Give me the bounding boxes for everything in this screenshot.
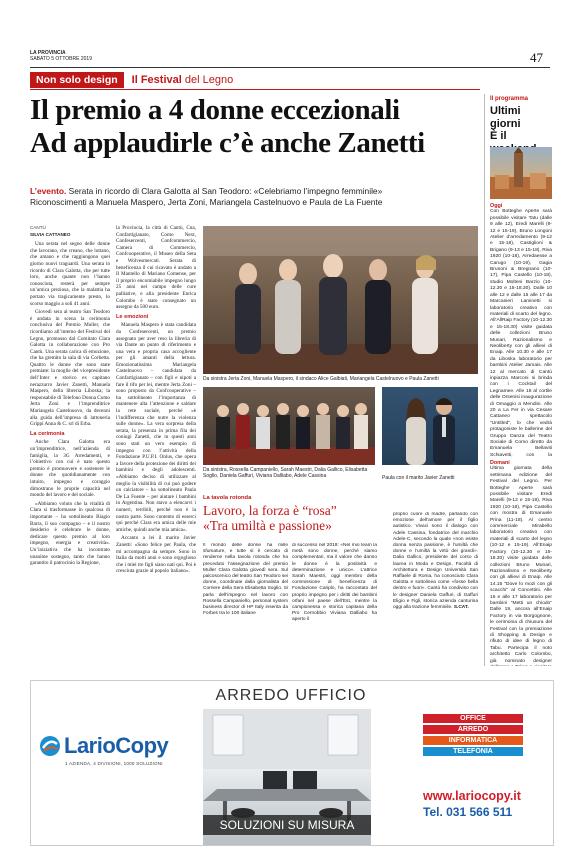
kicker-section — [132, 74, 234, 86]
standfirst — [30, 186, 480, 208]
byline-place: CANTÙ — [30, 225, 46, 230]
group-photo — [203, 387, 375, 465]
lariocopy-logo[interactable] — [39, 733, 168, 759]
group-photo-caption: Da sinistra, Rossella Campaniello, Sarah Maestri, Dalia Gallico, Elisabetta Soglio, Daniela Gaffuri, Viviana Dalliabo, Adele Cassina — [203, 467, 368, 479]
paragraph: Accanto a lei il marito Javier Zanetti: «Sono felice per Paula, che mi accompagna da sempre. Sono in Italia da molti anni e sono orgoglioso che i miei tre figli siano nati qui. Poi è cresciuta grazie al popolo italiano». — [116, 535, 196, 575]
division-telefonia: TELEFONIA — [423, 747, 523, 756]
ad-divisions — [423, 714, 523, 756]
article-column-2 — [116, 225, 196, 665]
paper-name: LA PROVINCIA — [30, 50, 66, 56]
second-story-title — [203, 503, 393, 533]
division-office: OFFICE — [423, 714, 523, 723]
couple-photo-caption: Paula con il marito Javier Zanetti — [382, 475, 455, 481]
ad-slogan: SOLUZIONI SU MISURA — [203, 815, 371, 835]
paragraph: Manuela Maspero è stata candidata da Confesercenti, un premio assegnato per aver reso la libreria di via Dante un punto di riferimento e una vera e propria casa accogliente per gli amanti della lettura. Emozionatissima Mariangela Castelnuovo – candidata da Confartigianato – con figli e nipoti a fare il tifo per lei, mentre Jerta Zoni – sono proposto da Confcooperative – ha sottolineato l’importanza di mantenere alta l’attenzione e saldare la rete sociale, perché «è l’indifferenza che nutre la violenza sulle donne». La vera sorpresa della serata, la presenza in prima fila dei coniugi Zanetti, che in questi anni sono stati un vero esempio di impegno con l’attività della Fondazione P.U.P.I. Onlus, che opera a favore della protezione dei diritti dei bambini e degli adolescenti. «Abbiamo deciso di utilizzare al meglio la visibilità di cui può godere un calciatore – ha sottolineato Paula De La Fuente – per aiutare i bambini in Argentina. Non stavo a elencarvi i numeri, terribili, perché non è la nostra parte. Sono contento di esserci qui perché Clara era amica delle mie amiche, quindi anche mia amica». — [116, 322, 196, 533]
sidebar-today-label: Oggi — [490, 203, 503, 209]
lariocopy-ad[interactable] — [30, 680, 554, 846]
paragraph: Anche Clara Galotta era un’imprenditrice, nell’azienda di famiglia, la 3G Arredamenti, e l’obiettivo con cui è nato questo premio è promuovere e sostenere le donne che quotidianamente con intuito, impegno e coraggio dimostrano le proprie capacità nel mondo del lavoro e del sociale. — [30, 439, 110, 499]
sidebar-title-1: Ultimi giorni — [490, 105, 521, 130]
logo-text: LarioCopy — [64, 733, 169, 758]
ad-title: ARREDO UFFICIO — [215, 687, 367, 704]
paragraph: la Provincia, la città di Cantù, Cna, Confartigianato, Como Next, Confesercenti, Confcommercio, Camera di Commercio, Confcooperative, il Museo della Seta e Wolvesmercati. Serata di beneficenza il cui ricavato è andato a Il Mantello di Mariano Comense, per il proprio encomiabile impegno lungo 25 anni nel campo delle cure palliative, e alla presidente Enrica Colombo è stato consegnato un assegno da 500 euro. — [116, 225, 196, 311]
standfirst-text-1: Serata in ricordo di Clara Galotta al San Teodoro: «Celebriamo l’impegno femminile» — [68, 186, 383, 196]
sidebar-title-2: È il — [490, 130, 507, 142]
second-story-column-3 — [393, 512, 478, 666]
issue-date: SABATO 5 OTTOBRE 2019 — [30, 56, 92, 62]
page-number: 47 — [530, 50, 543, 65]
standfirst-label: L’evento. — [30, 186, 67, 196]
paragraph: «Abbiamo voluto che la vitalità di Clara si trasformasse in qualcosa di importante – ha sottolineato Biagio Barra, il suo compagno – e il nostro desiderio è celebrare le donne, dedicare questo premio al loro impegno, energia e creatività». Un’iniziativa che ha incontrato unanime sostegno, tanto che hanno garantito il patrocinio la Regione, — [30, 500, 110, 567]
couple-photo — [382, 387, 478, 465]
sidebar-divider — [484, 94, 485, 666]
division-arredo: ARREDO — [423, 725, 523, 734]
ad-phone[interactable]: Tel. 031 566 511 — [423, 805, 513, 819]
headline — [30, 94, 480, 160]
section-label: La cerimonia — [30, 430, 65, 437]
award-winners-photo — [203, 226, 478, 374]
sidebar-tomorrow-label: Domani — [490, 460, 510, 466]
kicker-bar — [30, 72, 233, 88]
masthead — [30, 50, 92, 62]
kicker-rule — [30, 89, 480, 90]
sidebar-tomorrow — [490, 460, 552, 666]
second-story-sign: S.CAT. — [453, 605, 469, 611]
section-label: Le emozioni — [116, 313, 149, 320]
lariocopy-swoosh-icon — [39, 735, 61, 757]
kicker-section-strong: Il Festival — [131, 74, 182, 86]
division-informatica: INFORMATICA — [423, 736, 523, 745]
second-story-column-1: Il mondo delle donne ha mille sfumature, e tutte si è cercato di renderne nella tavola rotonda che ha preceduto l’assegnazione del premio Muller Clara Galotta giovedì sera. Sul palcoscenico del teatro San Teodoro sei donne, coordinate dalla giornalista del Corriere della Sera Elisabetta Soglio. Si parla dell’impegno nel lavoro con Rossella Campaniello, personal system business director di HP Italy inserita da Forbes tra le 100 italiane — [203, 543, 288, 617]
article-column-1 — [30, 225, 110, 665]
zanetti-couple-photo — [382, 387, 478, 465]
sidebar-today-text: Con Botteghe Aperte sarà possibile visitare Tatu (dalle 9 alle 12), Eredi Marelli (9-12 e 15-19), Bruno Longoni Atelier d’arredamento (9-12 e 15-18), Castiglioni & Brigano (9-13 e 15-18), Riva 1920 (10-18), Arredaesse a Carugo (10-19), Gagia Brunoni & Bregnano (10-17), Pipa Castello (10-18), studio Molteni Barzio (10-12.30 e 15-18.30). Dalle 10 alle 12 e dalle 15 alle 17 da Marcanieri Laminetti si laboratorio creativo con materiali di scarto del legno. All’AllRaip Factory (10-12.30 e 15-18.30) visite guidata delle collezioni Bruno Munari, Razionalismo e Neoliberty con gli allievi di Enaip. Alle 10.30 e alle 17 da Liboska laboratorio per bambini Atelier Jamais. Alle 12 al mercato di Cantù inpiazza Marconi si brinda con i Cocktail del Legnamee. Alle 18 al cortile delle Orsenisi inaugurazione di Omaggio a Mendini. Alle 20 a La Fer in via Cesare Cattaneo spettacolo "Untitled", lo che vedrà protagoniste le ballerine del Gruppo Danza del Teatro Sociale di Como diretto da Emanuela Bellaviti Schiavetti, con la — [490, 209, 552, 458]
second-story-title-1: Lavoro, la forza è “rosa” — [203, 503, 337, 518]
sidebar-photo — [490, 147, 552, 199]
header-rule — [30, 67, 550, 68]
sidebar-today — [490, 203, 552, 458]
main-photo-caption: Da sinistra Jerta Zoni, Manuela Maspero, il sindaco Alice Galbiati, Mariangela Castelnuovo e Paula Zanetti — [203, 376, 439, 382]
byline-author: SILVIA CATTANEO — [30, 231, 71, 237]
paragraph: Giovedì sera al teatro San Teodoro è andata in scena la cerimonia conclusiva del Premio Muller, che ricordiamo all’interno del Festival del Legno, promosso dal Comitato Clara Galotta in collaborazione con Pro Cantù. Una serata carica di emozione, che ha gremito la sala di via Corbetta. Quattro le donne che sono state premiate: la moglie del vicepresidente dell’Inter e storico ex capitano nerazzurro Javier Zanetti, Manuela Maspero, della libreria Liboska; la responsabile di Telefono Donna Como Jerta Zoni e l’imprenditrice Mariangela Castelnuovo, da decenni alla guida dell’impresa di lattoneria Grippi Anna & C. srl di Erba. — [30, 309, 110, 428]
sidebar-tomorrow-text: Ultima giornata della settimana edizione del Festival del Legno. Per Botteghe Aperte sarà possibile visitare Eredi Marelli (9-12 e 15-19), Riva 1920 (10-18), Pipa Castello con mostra di Emanuele Prina (11-18). Al centro commerciale Mirabello laboratorio creativo con materiali di scarto del legno (10-12 e 15-19). All’Enaip Factory (10-12.30 e 15-18.30) visite guidata delle collezioni Bruno Munari, Razionalismo e Neoliberty con gli allievi di Enaip. Alle 14.15 "Dove lo mozi con gli scacchi" al Concettini. Alle 15 e alle 17 laboratorio per bambini "Metti un chiodo" Dalle 19, ancora all’Enaip Factory in via Borgognone, le cerimonia di chiusura del Festival con la premiazione di Shopping & Design e rifiuto di idee di legno di Tabu. Partecipa il noto architetto Carlo Colombo, già nominato designer — [490, 466, 552, 664]
kicker-section-rest: del Legno — [184, 74, 234, 86]
logo-subtitle: 1 AZIENDA, 4 DIVISIONI, 1000 SOLUZIONI — [65, 761, 163, 766]
paragraph: Una serata nel segno delle donne che lavorano, che creano, che lottano, che amano e che raggiungono quei giorno nuovi traguardi. Una serata in ricordo di Clara Galotta, che per tutte loro, anche quante non l’hanno conosciuta, resterà per sempre un’amica preziosa, che la malattia ha portato via tragicamente presto, lo scorso maggio a soli 41 anni. — [30, 241, 110, 307]
ad-website[interactable]: www.lariocopy.it — [423, 789, 521, 803]
sidebar-kicker: Il programma — [490, 96, 529, 102]
kicker-tag: Non solo design — [30, 72, 124, 88]
second-story-title-2: «Tra umiltà e passione» — [203, 518, 332, 533]
panel-group-photo — [203, 387, 375, 465]
town-view-photo — [490, 147, 552, 199]
second-story-section: La tavola rotonda — [203, 495, 252, 501]
headline-line-1: Il premio a 4 donne eccezionali — [30, 94, 400, 126]
headline-line-2: Ad applaudirle c’è anche Zanetti — [30, 127, 425, 159]
second-story-col3-text: proprio cuore di madre, parlando con emozione dell’amore per il figlio autistico. Vivaci sono il dialogo con Adele Cassina, fondatrice del marchio Adele-C, secondo la quale «non esiste donna senza passione, è l’umiltà che donne e l’umiltà la virtù dei grandi». Dalia Gallico, presidente del corso di laurea in Moda e Design, Facoltà di Architettura e Design Università San Raffaele di Roma, ha conosciuto Clara Galotta e sottolinea come «fosse bella dentro e fuori». Cantù ha condiviso con le designer Daniela Gaffuri, di Gaffuri Eligio e Figli, storica azienda canturina oggi alla trazione femminile. — [393, 512, 478, 611]
second-story-column-2: di successo nel 2019: «Nel mio team la metà sono donne, perché siamo complementari, ma il valore che danno le donne è la positività e determinazione e unico». L’attrice Sarah Maestri, oggi membro della commissione di beneficenza di Fondazione Cariplo, ha raccontato del proprio impegno per i diritti dei bambini orfani nel paese dell’Est, mentre la campionessa e storica capitana della Pro Cernobbio Viviana Dalliabo ha aperto il — [292, 543, 377, 623]
standfirst-text-2: Riconoscimenti a Manuela Maspero, Jerta Zoni, Mariangela Castelnuovo e Paula de La Fuente — [30, 197, 383, 207]
office-room-image — [203, 709, 371, 845]
main-photo — [203, 226, 478, 374]
